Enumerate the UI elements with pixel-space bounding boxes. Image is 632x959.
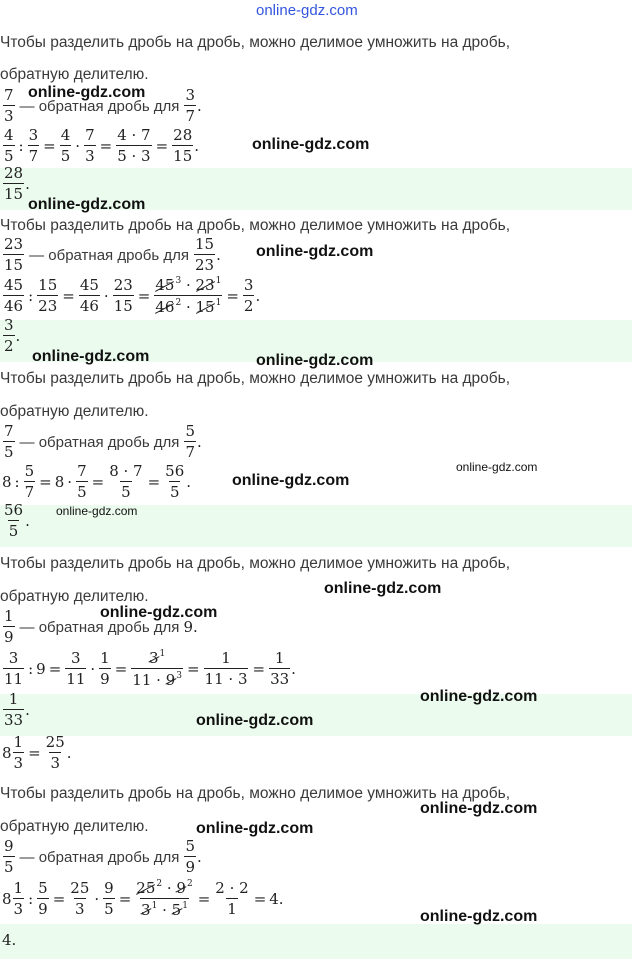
calculation-line: 8 : $\frac{5}{7}$ = 8 · $\frac{7}{5}$ = $\frac{8 \cdot 7}{5}$ = $\frac{56}{5}$ . — [2, 462, 192, 501]
reciprocal-line: $\frac{7}{5}$ — обратная дробь для $\frac{5}{7}$ . — [4, 422, 202, 461]
watermark: online-gdz.com — [56, 504, 138, 518]
watermark: online-gdz.com — [324, 580, 442, 597]
answer-band — [0, 924, 632, 959]
fraction: $\frac{7}{3}$ — [4, 86, 14, 125]
watermark: online-gdz.com — [32, 348, 150, 365]
rule-text-line1: Чтобы разделить дробь на дробь, можно делимое умножить на дробь, — [0, 370, 511, 387]
answer: 4. — [2, 931, 17, 949]
calculation-line: 8 $\frac{1}{3}$ : $\frac{5}{9}$ = $\frac{25}{3}$ · $\frac{9}{5}$ = $\frac{25^2 \cdot 9^2}{3^1 \cdot 5^1}$ = $\frac{2 \cdot 2}{1}$ = 4. — [2, 879, 284, 919]
site-header-logo[interactable]: online-gdz.com — [256, 2, 358, 19]
answer: $\frac{28}{15}$ . — [4, 164, 30, 203]
watermark: online-gdz.com — [420, 800, 538, 817]
watermark: online-gdz.com — [100, 604, 218, 621]
rule-text-line2: обратную делителю. — [0, 818, 149, 835]
watermark: online-gdz.com — [232, 472, 350, 489]
calculation-line: $\frac{4}{5}$ : $\frac{3}{7}$ = $\frac{4}{5}$ · $\frac{7}{3}$ = $\frac{4 \cdot 7}{5 \cdot 3}$ = $\frac{28}{15}$ . — [4, 126, 200, 165]
rule-text-line1: Чтобы разделить дробь на дробь, можно делимое умножить на дробь, — [0, 785, 511, 802]
answer: $\frac{3}{2}$ . — [4, 316, 21, 355]
calculation-line: $\frac{45}{46}$ : $\frac{15}{23}$ = $\frac{45}{46}$ · $\frac{23}{15}$ = $\frac{45^3 \cdot 23^1}{46^2 \cdot 15^1}$ = $\frac{3}{2}$ . — [4, 276, 261, 316]
rule-text-line2: обратную делителю. — [0, 66, 149, 83]
watermark: online-gdz.com — [28, 84, 146, 101]
watermark: online-gdz.com — [256, 243, 374, 260]
reciprocal-line: $\frac{23}{15}$ — обратная дробь для $\frac{15}{23}$ . — [4, 235, 221, 274]
reciprocal-line: $\frac{9}{5}$ — обратная дробь для $\frac{5}{9}$ . — [4, 837, 202, 876]
calculation-line: $\frac{3}{11}$ : 9 = $\frac{3}{11}$ · $\frac{1}{9}$ = $\frac{3^1}{11 \cdot 9^3}$ = $\frac{1}{11 \cdot 3}$ = $\frac{1}{33}$ . — [4, 649, 296, 689]
watermark: online-gdz.com — [252, 136, 370, 153]
watermark: online-gdz.com — [456, 460, 538, 474]
watermark: online-gdz.com — [196, 712, 314, 729]
rule-text-line2: обратную делителю. — [0, 403, 149, 420]
rule-text-line1: Чтобы разделить дробь на дробь, можно делимое умножить на дробь, — [0, 217, 511, 234]
rule-text-line2: обратную делителю. — [0, 588, 149, 605]
answer: $\frac{56}{5}$ . — [4, 501, 30, 540]
rule-text-line1: Чтобы разделить дробь на дробь, можно делимое умножить на дробь, — [0, 34, 511, 51]
answer: $\frac{1}{33}$ . — [4, 690, 30, 729]
watermark: online-gdz.com — [420, 688, 538, 705]
watermark: online-gdz.com — [28, 196, 146, 213]
watermark: online-gdz.com — [420, 908, 538, 925]
watermark: online-gdz.com — [256, 352, 374, 369]
rule-text-line1: Чтобы разделить дробь на дробь, можно делимое умножить на дробь, — [0, 555, 511, 572]
reciprocal-line: $\frac{1}{9}$ — обратная дробь для 9 . — [4, 607, 198, 646]
watermark: online-gdz.com — [196, 820, 314, 837]
mixed-number-conversion: 8 $\frac{1}{3}$ = $\frac{25}{3}$ . — [2, 733, 72, 772]
fraction: $\frac{3}{7}$ — [185, 86, 195, 125]
reciprocal-line: $\frac{7}{3}$ — обратная дробь для $\frac{3}{7}$ . — [4, 86, 202, 125]
reciprocal-label: — обратная дробь для — [19, 97, 180, 115]
